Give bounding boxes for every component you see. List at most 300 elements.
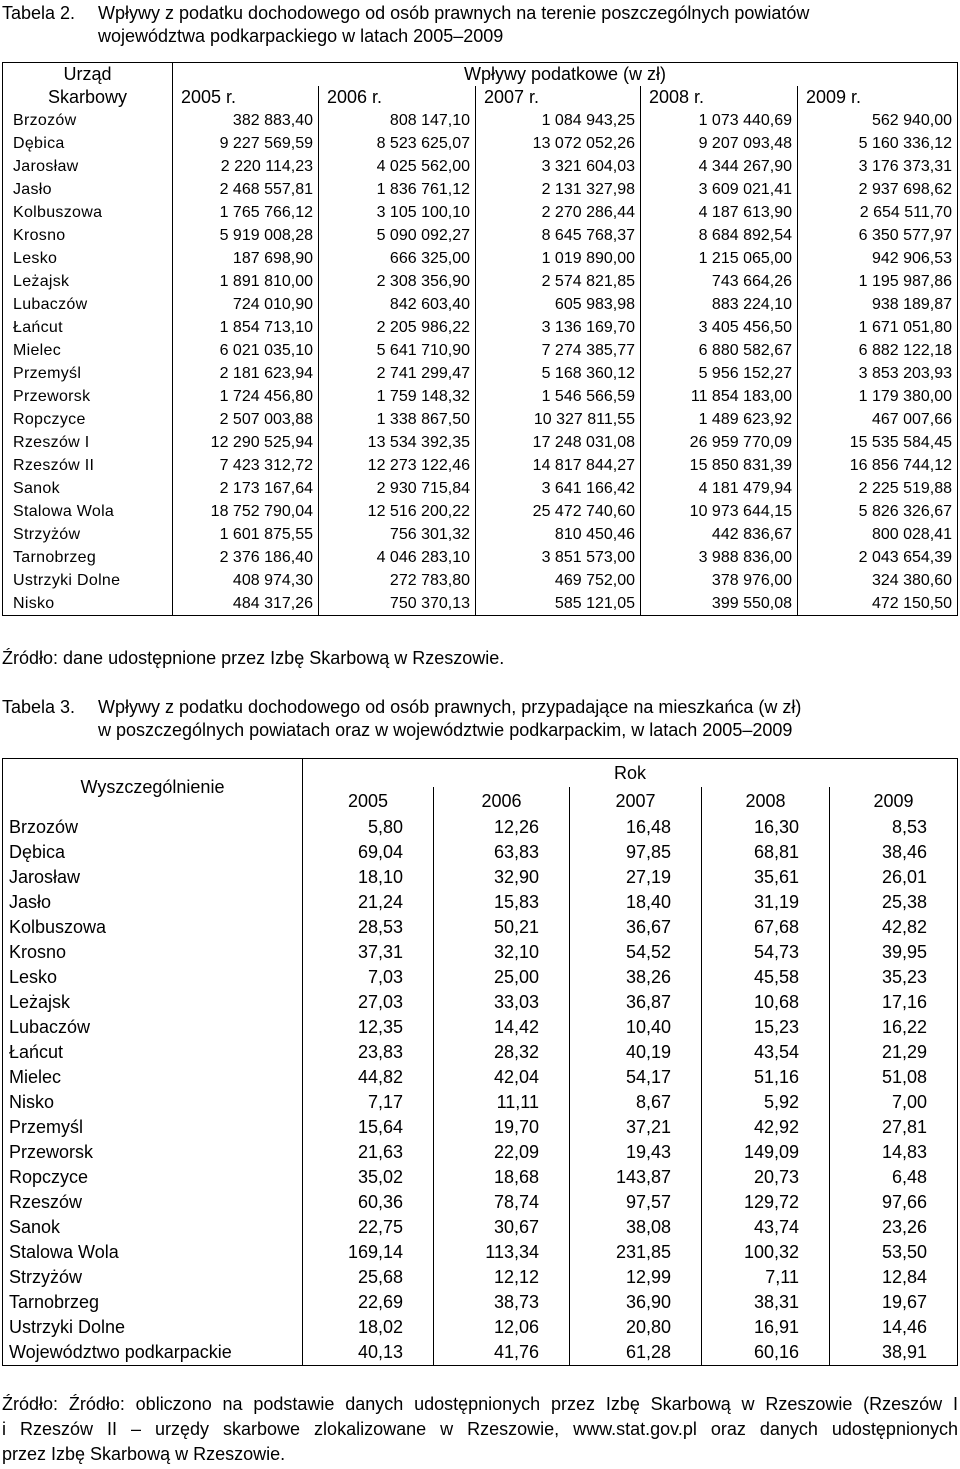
table-cell: 938 189,87 <box>798 293 958 316</box>
table-cell: 1 546 566,59 <box>476 385 641 408</box>
table3-source <box>2 1392 958 1467</box>
table-cell: 2 308 356,90 <box>319 270 476 293</box>
table-cell: 1 195 987,86 <box>798 270 958 293</box>
table2-caption <box>2 2 958 48</box>
table-cell: 4 025 562,00 <box>319 155 476 178</box>
table-cell: 25,38 <box>830 890 958 915</box>
table2-year-header: 2006 r. <box>319 86 476 109</box>
table-cell: 800 028,41 <box>798 523 958 546</box>
table-cell: 100,32 <box>702 1240 830 1265</box>
row-label: Dębica <box>3 132 173 155</box>
table-row <box>3 990 958 1015</box>
table-cell: 51,08 <box>830 1065 958 1090</box>
table-cell: 23,83 <box>303 1040 434 1065</box>
table3-caption-line1: Wpływy z podatku dochodowego od osób prawnych, przypadające na mieszkańca (w zł) <box>98 697 802 717</box>
row-label: Jarosław <box>3 155 173 178</box>
table-row <box>3 201 958 224</box>
table-cell: 756 301,32 <box>319 523 476 546</box>
table-cell: 26 959 770,09 <box>641 431 798 454</box>
table-cell: 16 856 744,12 <box>798 454 958 477</box>
row-label: Strzyżów <box>3 523 173 546</box>
table-cell: 750 370,13 <box>319 592 476 616</box>
table-cell: 7,00 <box>830 1090 958 1115</box>
table-cell: 38,31 <box>702 1290 830 1315</box>
table-cell: 38,46 <box>830 840 958 865</box>
row-label: Kolbuszowa <box>3 915 303 940</box>
table-cell: 5 641 710,90 <box>319 339 476 362</box>
table-cell: 67,68 <box>702 915 830 940</box>
table-cell: 15,83 <box>434 890 570 915</box>
table3-caption-label: Tabela 3. <box>2 697 76 717</box>
table-cell: 21,63 <box>303 1140 434 1165</box>
table-cell: 4 187 613,90 <box>641 201 798 224</box>
table3-caption <box>2 696 958 742</box>
table-cell: 2 937 698,62 <box>798 178 958 201</box>
table-row <box>3 1140 958 1165</box>
table-cell: 324 380,60 <box>798 569 958 592</box>
table-row <box>3 477 958 500</box>
table-row <box>3 155 958 178</box>
table-cell: 6,48 <box>830 1165 958 1190</box>
table-cell: 12,06 <box>434 1315 570 1340</box>
table-cell: 6 880 582,67 <box>641 339 798 362</box>
table-cell: 149,09 <box>702 1140 830 1165</box>
table2-caption-line1: Wpływy z podatku dochodowego od osób prawnych na terenie poszczególnych powiatów <box>98 3 810 23</box>
table-cell: 5,80 <box>303 815 434 840</box>
table-cell: 5 168 360,12 <box>476 362 641 385</box>
row-label: Jarosław <box>3 865 303 890</box>
table-cell: 5 919 008,28 <box>173 224 319 247</box>
table-row <box>3 431 958 454</box>
table-cell: 51,16 <box>702 1065 830 1090</box>
table-cell: 11,11 <box>434 1090 570 1115</box>
table2-caption-line2: województwa podkarpackiego w latach 2005–2009 <box>98 26 504 46</box>
table3-year-header: 2005 <box>303 787 434 815</box>
table3-caption-line2: w poszczególnych powiatach oraz w województwie podkarpackim, w latach 2005–2009 <box>98 720 793 740</box>
table-cell: 724 010,90 <box>173 293 319 316</box>
table-cell: 14,42 <box>434 1015 570 1040</box>
table-cell: 3 641 166,42 <box>476 477 641 500</box>
table-cell: 187 698,90 <box>173 247 319 270</box>
table-cell: 3 321 604,03 <box>476 155 641 178</box>
table-cell: 1 724 456,80 <box>173 385 319 408</box>
table-cell: 15 850 831,39 <box>641 454 798 477</box>
table-row <box>3 523 958 546</box>
table2-corner-header <box>3 63 173 110</box>
table-row <box>3 1290 958 1315</box>
table-cell: 32,90 <box>434 865 570 890</box>
row-label: Łańcut <box>3 316 173 339</box>
table-row <box>3 569 958 592</box>
table-cell: 2 376 186,40 <box>173 546 319 569</box>
table-cell: 2 131 327,98 <box>476 178 641 201</box>
table-cell: 382 883,40 <box>173 109 319 132</box>
table-row <box>3 293 958 316</box>
table-cell: 68,81 <box>702 840 830 865</box>
table-cell: 1 759 148,32 <box>319 385 476 408</box>
table-cell: 2 654 511,70 <box>798 201 958 224</box>
table-cell: 1 854 713,10 <box>173 316 319 339</box>
row-label: Przemyśl <box>3 362 173 385</box>
table-cell: 54,52 <box>570 940 702 965</box>
row-label: Strzyżów <box>3 1265 303 1290</box>
table-cell: 60,16 <box>702 1340 830 1366</box>
table-cell: 1 891 810,00 <box>173 270 319 293</box>
table-cell: 16,91 <box>702 1315 830 1340</box>
row-label: Lubaczów <box>3 1015 303 1040</box>
table-row <box>3 1240 958 1265</box>
row-label: Rzeszów <box>3 1190 303 1215</box>
table-cell: 1 489 623,92 <box>641 408 798 431</box>
table-cell: 5 090 092,27 <box>319 224 476 247</box>
table-cell: 4 181 479,94 <box>641 477 798 500</box>
table-cell: 12,12 <box>434 1265 570 1290</box>
table2-corner-line1: Urząd <box>63 64 112 84</box>
table-cell: 2 173 167,64 <box>173 477 319 500</box>
table-cell: 5 956 152,27 <box>641 362 798 385</box>
table-cell: 1 338 867,50 <box>319 408 476 431</box>
table-cell: 2 741 299,47 <box>319 362 476 385</box>
table-row <box>3 109 958 132</box>
table-cell: 50,21 <box>434 915 570 940</box>
table3-body <box>3 815 958 1366</box>
row-label: Krosno <box>3 940 303 965</box>
row-label: Ustrzyki Dolne <box>3 569 173 592</box>
table-cell: 10,40 <box>570 1015 702 1040</box>
table-cell: 16,30 <box>702 815 830 840</box>
table-cell: 11 854 183,00 <box>641 385 798 408</box>
row-label: Dębica <box>3 840 303 865</box>
table-cell: 7 274 385,77 <box>476 339 641 362</box>
table2-year-header: 2007 r. <box>476 86 641 109</box>
row-label: Brzozów <box>3 815 303 840</box>
table-row <box>3 915 958 940</box>
table-cell: 808 147,10 <box>319 109 476 132</box>
table-cell: 605 983,98 <box>476 293 641 316</box>
table-cell: 8,67 <box>570 1090 702 1115</box>
row-label: Województwo podkarpackie <box>3 1340 303 1366</box>
table-cell: 27,03 <box>303 990 434 1015</box>
table-cell: 7 423 312,72 <box>173 454 319 477</box>
table-cell: 37,31 <box>303 940 434 965</box>
table-cell: 3 609 021,41 <box>641 178 798 201</box>
table-row <box>3 385 958 408</box>
table-cell: 35,02 <box>303 1165 434 1190</box>
table-row <box>3 1265 958 1290</box>
row-label: Lesko <box>3 965 303 990</box>
table-cell: 6 021 035,10 <box>173 339 319 362</box>
table-cell: 18,40 <box>570 890 702 915</box>
table-cell: 3 405 456,50 <box>641 316 798 339</box>
table2-source: Źródło: dane udostępnione przez Izbę Skarbową w Rzeszowie. <box>2 648 505 668</box>
row-label: Przemyśl <box>3 1115 303 1140</box>
table-cell: 3 176 373,31 <box>798 155 958 178</box>
table-cell: 4 046 283,10 <box>319 546 476 569</box>
table-cell: 25,68 <box>303 1265 434 1290</box>
table-cell: 15,23 <box>702 1015 830 1040</box>
table-row <box>3 1040 958 1065</box>
table-cell: 5 826 326,67 <box>798 500 958 523</box>
table-cell: 41,76 <box>434 1340 570 1366</box>
table-cell: 3 136 169,70 <box>476 316 641 339</box>
table-cell: 40,13 <box>303 1340 434 1366</box>
table-cell: 44,82 <box>303 1065 434 1090</box>
table-cell: 7,11 <box>702 1265 830 1290</box>
table-cell: 2 225 519,88 <box>798 477 958 500</box>
row-label: Tarnobrzeg <box>3 1290 303 1315</box>
row-label: Stalowa Wola <box>3 1240 303 1265</box>
table-row <box>3 890 958 915</box>
table-row <box>3 316 958 339</box>
row-label: Tarnobrzeg <box>3 546 173 569</box>
table-cell: 22,75 <box>303 1215 434 1240</box>
table-cell: 36,87 <box>570 990 702 1015</box>
table-row <box>3 1015 958 1040</box>
table-cell: 3 988 836,00 <box>641 546 798 569</box>
table-row <box>3 408 958 431</box>
table-cell: 21,24 <box>303 890 434 915</box>
table-cell: 15 535 584,45 <box>798 431 958 454</box>
table-row <box>3 1340 958 1366</box>
table-cell: 3 851 573,00 <box>476 546 641 569</box>
table-row <box>3 270 958 293</box>
table-cell: 39,95 <box>830 940 958 965</box>
table-cell: 69,04 <box>303 840 434 865</box>
table2-year-header: 2008 r. <box>641 86 798 109</box>
table-cell: 17,16 <box>830 990 958 1015</box>
table-row <box>3 178 958 201</box>
table-cell: 2 043 654,39 <box>798 546 958 569</box>
table-cell: 143,87 <box>570 1165 702 1190</box>
table-cell: 97,66 <box>830 1190 958 1215</box>
table-cell: 2 507 003,88 <box>173 408 319 431</box>
table-cell: 20,73 <box>702 1165 830 1190</box>
table-cell: 14 817 844,27 <box>476 454 641 477</box>
table-cell: 1 179 380,00 <box>798 385 958 408</box>
table3-source-line2: i Rzeszów II – urzędy skarbowe zlokalizowane w Rzeszowie, www.stat.gov.pl oraz danych udostępnionych <box>2 1419 958 1439</box>
table-cell: 7,03 <box>303 965 434 990</box>
row-label: Lesko <box>3 247 173 270</box>
table3-year-header: 2009 <box>830 787 958 815</box>
table-cell: 1 601 875,55 <box>173 523 319 546</box>
table-cell: 842 603,40 <box>319 293 476 316</box>
table-cell: 8,53 <box>830 815 958 840</box>
table-cell: 12,99 <box>570 1265 702 1290</box>
table-cell: 2 220 114,23 <box>173 155 319 178</box>
row-label: Rzeszów I <box>3 431 173 454</box>
table-cell: 8 684 892,54 <box>641 224 798 247</box>
row-label: Jasło <box>3 890 303 915</box>
table-cell: 23,26 <box>830 1215 958 1240</box>
table-row <box>3 1090 958 1115</box>
table-cell: 28,53 <box>303 915 434 940</box>
table-cell: 12,35 <box>303 1015 434 1040</box>
table-row <box>3 339 958 362</box>
table-cell: 14,83 <box>830 1140 958 1165</box>
table-cell: 53,50 <box>830 1240 958 1265</box>
table2-year-header: 2009 r. <box>798 86 958 109</box>
table-cell: 231,85 <box>570 1240 702 1265</box>
table-cell: 378 976,00 <box>641 569 798 592</box>
row-label: Sanok <box>3 1215 303 1240</box>
table-row <box>3 454 958 477</box>
table-cell: 2 468 557,81 <box>173 178 319 201</box>
table3-source-line3: przez Izbę Skarbową w Rzeszowie. <box>2 1444 286 1464</box>
table-cell: 36,67 <box>570 915 702 940</box>
table-cell: 743 664,26 <box>641 270 798 293</box>
table-cell: 40,19 <box>570 1040 702 1065</box>
table-cell: 883 224,10 <box>641 293 798 316</box>
table2-body <box>3 109 958 616</box>
row-label: Brzozów <box>3 109 173 132</box>
table-cell: 2 270 286,44 <box>476 201 641 224</box>
table-cell: 16,48 <box>570 815 702 840</box>
table-cell: 272 783,80 <box>319 569 476 592</box>
table-cell: 585 121,05 <box>476 592 641 616</box>
table-row <box>3 1065 958 1090</box>
table-row <box>3 224 958 247</box>
table-row <box>3 546 958 569</box>
table-cell: 12,26 <box>434 815 570 840</box>
table-cell: 22,69 <box>303 1290 434 1315</box>
table-row <box>3 1215 958 1240</box>
table-cell: 19,43 <box>570 1140 702 1165</box>
table-cell: 399 550,08 <box>641 592 798 616</box>
table-cell: 169,14 <box>303 1240 434 1265</box>
table-row <box>3 592 958 616</box>
table-cell: 28,32 <box>434 1040 570 1065</box>
table3-year-header: 2008 <box>702 787 830 815</box>
table-cell: 14,46 <box>830 1315 958 1340</box>
row-label: Rzeszów II <box>3 454 173 477</box>
table-cell: 12 273 122,46 <box>319 454 476 477</box>
table-cell: 810 450,46 <box>476 523 641 546</box>
table-cell: 25 472 740,60 <box>476 500 641 523</box>
table-row <box>3 840 958 865</box>
table-row <box>3 362 958 385</box>
table-cell: 60,36 <box>303 1190 434 1215</box>
table-cell: 18,10 <box>303 865 434 890</box>
table-cell: 2 205 986,22 <box>319 316 476 339</box>
table2-span-header: Wpływy podatkowe (w zł) <box>173 63 958 87</box>
table-cell: 37,21 <box>570 1115 702 1140</box>
table-cell: 1 019 890,00 <box>476 247 641 270</box>
table-cell: 408 974,30 <box>173 569 319 592</box>
table3-span-header: Rok <box>303 759 958 788</box>
table-cell: 26,01 <box>830 865 958 890</box>
table-cell: 54,73 <box>702 940 830 965</box>
table-cell: 21,29 <box>830 1040 958 1065</box>
table-cell: 13 072 052,26 <box>476 132 641 155</box>
table-cell: 35,23 <box>830 965 958 990</box>
table-row <box>3 1190 958 1215</box>
table-row <box>3 940 958 965</box>
row-label: Przeworsk <box>3 1140 303 1165</box>
table-row <box>3 132 958 155</box>
table-cell: 113,34 <box>434 1240 570 1265</box>
table-cell: 32,10 <box>434 940 570 965</box>
table-cell: 9 207 093,48 <box>641 132 798 155</box>
table-cell: 4 344 267,90 <box>641 155 798 178</box>
table2-caption-label: Tabela 2. <box>2 3 76 23</box>
row-label: Leżajsk <box>3 990 303 1015</box>
table-cell: 38,08 <box>570 1215 702 1240</box>
table-cell: 35,61 <box>702 865 830 890</box>
row-label: Jasło <box>3 178 173 201</box>
table-cell: 31,19 <box>702 890 830 915</box>
table-cell: 42,82 <box>830 915 958 940</box>
row-label: Krosno <box>3 224 173 247</box>
table-cell: 27,81 <box>830 1115 958 1140</box>
table3-corner-header: Wyszczególnienie <box>3 759 303 816</box>
table-cell: 38,73 <box>434 1290 570 1315</box>
table-cell: 472 150,50 <box>798 592 958 616</box>
table-row <box>3 1115 958 1140</box>
table-cell: 42,92 <box>702 1115 830 1140</box>
table-cell: 129,72 <box>702 1190 830 1215</box>
table-cell: 45,58 <box>702 965 830 990</box>
table-cell: 562 940,00 <box>798 109 958 132</box>
table-cell: 9 227 569,59 <box>173 132 319 155</box>
table-cell: 1 836 761,12 <box>319 178 476 201</box>
table-cell: 54,17 <box>570 1065 702 1090</box>
table-cell: 5 160 336,12 <box>798 132 958 155</box>
row-label: Mielec <box>3 339 173 362</box>
table-cell: 1 671 051,80 <box>798 316 958 339</box>
table-cell: 43,54 <box>702 1040 830 1065</box>
row-label: Mielec <box>3 1065 303 1090</box>
table-row <box>3 815 958 840</box>
row-label: Łańcut <box>3 1040 303 1065</box>
table-cell: 469 752,00 <box>476 569 641 592</box>
row-label: Lubaczów <box>3 293 173 316</box>
table-cell: 10 973 644,15 <box>641 500 798 523</box>
table-cell: 61,28 <box>570 1340 702 1366</box>
table3-source-line1: Źródło: Źródło: obliczono na podstawie danych udostępnionych przez Izbę Skarbową w Rzeszowie (Rzeszów I <box>2 1394 958 1414</box>
table-cell: 8 645 768,37 <box>476 224 641 247</box>
table2-year-header: 2005 r. <box>173 86 319 109</box>
table-row <box>3 865 958 890</box>
table-cell: 5,92 <box>702 1090 830 1115</box>
table-cell: 38,26 <box>570 965 702 990</box>
table-cell: 1 084 943,25 <box>476 109 641 132</box>
table-cell: 1 765 766,12 <box>173 201 319 224</box>
table-cell: 97,85 <box>570 840 702 865</box>
table-cell: 12 516 200,22 <box>319 500 476 523</box>
table-cell: 42,04 <box>434 1065 570 1090</box>
table-cell: 18,68 <box>434 1165 570 1190</box>
row-label: Ropczyce <box>3 408 173 431</box>
table-cell: 33,03 <box>434 990 570 1015</box>
table-cell: 12,84 <box>830 1265 958 1290</box>
table-cell: 6 350 577,97 <box>798 224 958 247</box>
table-cell: 43,74 <box>702 1215 830 1240</box>
table-cell: 1 215 065,00 <box>641 247 798 270</box>
table-cell: 12 290 525,94 <box>173 431 319 454</box>
table-cell: 63,83 <box>434 840 570 865</box>
row-label: Nisko <box>3 1090 303 1115</box>
table-cell: 30,67 <box>434 1215 570 1240</box>
table-cell: 36,90 <box>570 1290 702 1315</box>
table-cell: 15,64 <box>303 1115 434 1140</box>
row-label: Sanok <box>3 477 173 500</box>
table-cell: 16,22 <box>830 1015 958 1040</box>
table-cell: 78,74 <box>434 1190 570 1215</box>
table-cell: 10 327 811,55 <box>476 408 641 431</box>
table-cell: 17 248 031,08 <box>476 431 641 454</box>
table-cell: 442 836,67 <box>641 523 798 546</box>
table3 <box>2 758 958 1366</box>
